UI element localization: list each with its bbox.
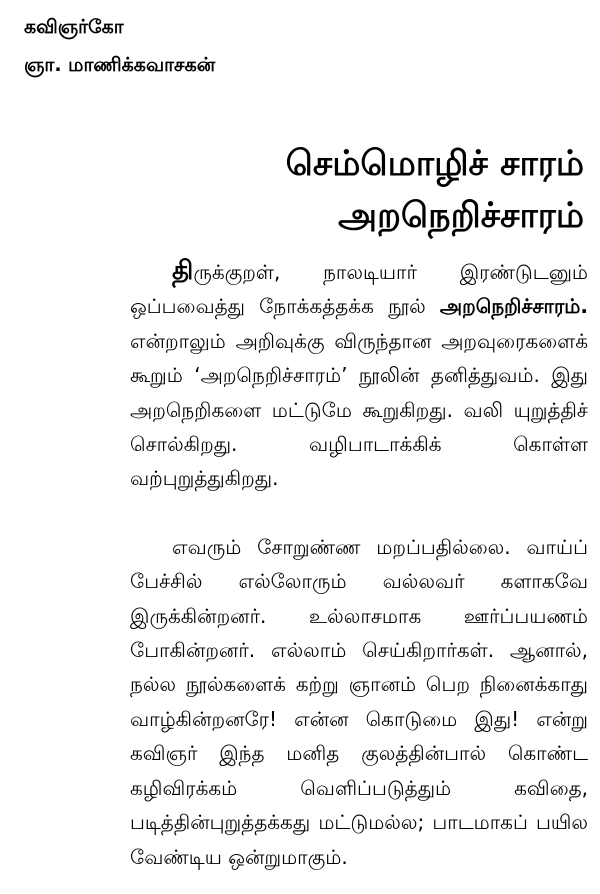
title-line-2: அறநெறிச்சாரம் — [338, 196, 584, 236]
title-line-1: செம்மொழிச் சாரம் — [285, 144, 584, 184]
author-prefix: கவிஞர்கோ — [24, 16, 124, 38]
paragraph-1 — [130, 254, 588, 496]
paragraph-2: எவரும் சோறுண்ண மறப்பதில்லை. வாய்ப் பேச்சில் எல்லோரும் வல்லவர் களாகவே இருக்கின்றனர். உல்லாசமாக ஊர்ப்பயணம் போகின்றனர். எல்லாம் செய்கிறார்கள். ஆனால், நல்ல நூல்களைக் கற்று ஞானம் பெற நினைக்காது வாழ்கின்றனரே! என்ன கொடுமை இது! என்று கவிஞர் இந்த மனித குலத்தின்பால் கொண்ட கழிவிரக்கம் வெளிப்படுத்தும் கவிதை, படித்தின்புறுத்தக்கது மட்டுமல்ல; பாடமாகப் பயில வேண்டிய ஒன்றுமாகும். — [130, 534, 588, 869]
paragraph-1-bold-term: அறநெறிச்சாரம். — [439, 294, 588, 319]
paragraph-1-segment-1: ருக்குறள், நாலடியார் இரண்டுடனும் ஒப்பவைத்து நோக்கத்தக்க நூல் — [130, 260, 588, 319]
body-text — [130, 254, 588, 874]
author-block — [24, 8, 215, 84]
drop-cap: தி — [172, 256, 194, 286]
author-name: ஞா. மாணிக்கவாசகன் — [24, 54, 216, 76]
paragraph-1-segment-2: என்றாலும் அறிவுக்கு விருந்தான அறவுரைகளைக் கூறும் ‘அறநெறிச்சாரம்’ நூலின் தனித்துவம். இது அறநெறிகளை மட்டுமே கூறுகிறது. வலி யுறுத்திச் சொல்கிறது. வழிபாடாக்கிக் கொள்ள வற்புறுத்துகிறது. — [130, 328, 588, 491]
page-title — [144, 138, 584, 242]
